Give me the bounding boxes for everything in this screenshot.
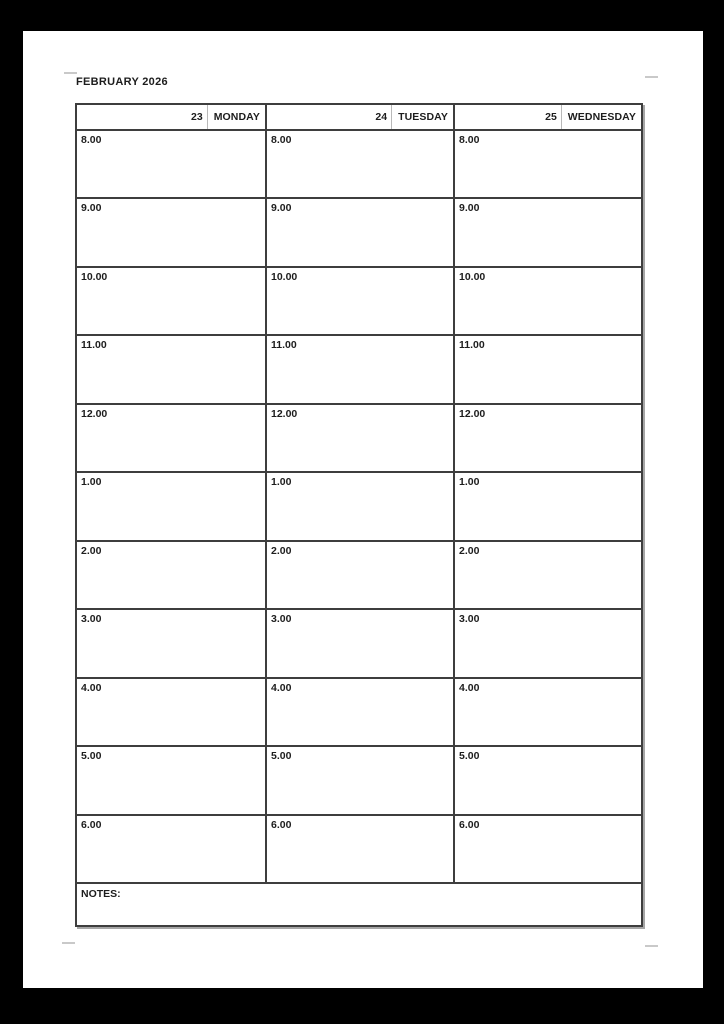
time-label: 5.00 — [81, 750, 102, 763]
day-name: MONDAY — [213, 111, 260, 123]
time-label: 12.00 — [459, 407, 486, 420]
time-cell — [77, 129, 265, 197]
time-label: 4.00 — [81, 681, 102, 694]
time-cell — [453, 197, 641, 265]
time-cell — [265, 197, 453, 265]
time-label: 8.00 — [81, 134, 102, 146]
time-label: 11.00 — [271, 339, 297, 352]
time-label: 8.00 — [459, 134, 480, 146]
time-label: 10.00 — [459, 270, 486, 283]
time-label: 2.00 — [271, 544, 292, 557]
page-title: FEBRUARY 2026 — [76, 76, 168, 88]
time-label: 8.00 — [271, 134, 292, 146]
time-cell — [265, 745, 453, 813]
time-label: 10.00 — [81, 270, 108, 283]
time-cell — [453, 814, 641, 882]
day-number: 25 — [455, 105, 562, 129]
notes-row — [77, 882, 641, 925]
time-label: 6.00 — [271, 818, 292, 831]
time-label: 5.00 — [459, 750, 480, 763]
time-label: 3.00 — [81, 613, 102, 626]
time-cell — [77, 677, 265, 745]
time-cell — [453, 334, 641, 402]
time-cell — [265, 403, 453, 471]
time-cell — [265, 677, 453, 745]
weekly-calendar-table — [75, 103, 643, 927]
time-cell — [77, 334, 265, 402]
time-label: 5.00 — [271, 750, 292, 763]
time-label: 12.00 — [271, 407, 298, 420]
time-label: 3.00 — [459, 613, 480, 626]
time-cell — [453, 608, 641, 676]
time-label: 9.00 — [459, 202, 480, 215]
time-cell — [77, 403, 265, 471]
time-cell — [453, 129, 641, 197]
time-label: 6.00 — [459, 818, 480, 831]
time-cell — [453, 677, 641, 745]
crop-mark-top-left — [64, 72, 77, 74]
day-number: 24 — [267, 105, 392, 129]
time-cell — [453, 403, 641, 471]
time-cell — [77, 197, 265, 265]
crop-mark-bottom-right — [645, 945, 658, 947]
time-cell — [453, 266, 641, 334]
time-label: 6.00 — [81, 818, 102, 831]
notes-label: NOTES: — [81, 887, 121, 900]
time-cell — [77, 745, 265, 813]
day-number: 23 — [77, 105, 208, 129]
time-label: 10.00 — [271, 270, 298, 283]
time-label: 9.00 — [271, 202, 292, 215]
day-header-monday — [77, 105, 265, 129]
crop-mark-bottom-left — [62, 942, 75, 944]
time-cell — [77, 540, 265, 608]
time-label: 3.00 — [271, 613, 292, 626]
time-cell — [453, 471, 641, 539]
time-cell — [265, 266, 453, 334]
time-label: 1.00 — [81, 476, 102, 489]
time-cell — [77, 266, 265, 334]
time-label: 4.00 — [271, 681, 292, 694]
time-label: 2.00 — [459, 544, 480, 557]
time-label: 12.00 — [81, 407, 108, 420]
time-cell — [265, 814, 453, 882]
time-cell — [453, 540, 641, 608]
time-label: 1.00 — [459, 476, 480, 489]
time-cell — [265, 334, 453, 402]
time-cell — [453, 745, 641, 813]
day-name: TUESDAY — [398, 111, 448, 123]
time-label: 11.00 — [81, 339, 107, 352]
day-header-wednesday — [453, 105, 641, 129]
time-cell — [265, 540, 453, 608]
time-cell — [265, 608, 453, 676]
time-label: 9.00 — [81, 202, 102, 215]
time-label: 1.00 — [271, 476, 292, 489]
day-name: WEDNESDAY — [567, 111, 636, 123]
time-cell — [265, 129, 453, 197]
time-label: 4.00 — [459, 681, 480, 694]
time-cell — [77, 608, 265, 676]
time-label: 2.00 — [81, 544, 102, 557]
day-header-tuesday — [265, 105, 453, 129]
document-page — [23, 31, 703, 988]
time-cell — [265, 471, 453, 539]
time-cell — [77, 814, 265, 882]
time-label: 11.00 — [459, 339, 485, 352]
time-cell — [77, 471, 265, 539]
crop-mark-top-right — [645, 76, 658, 78]
